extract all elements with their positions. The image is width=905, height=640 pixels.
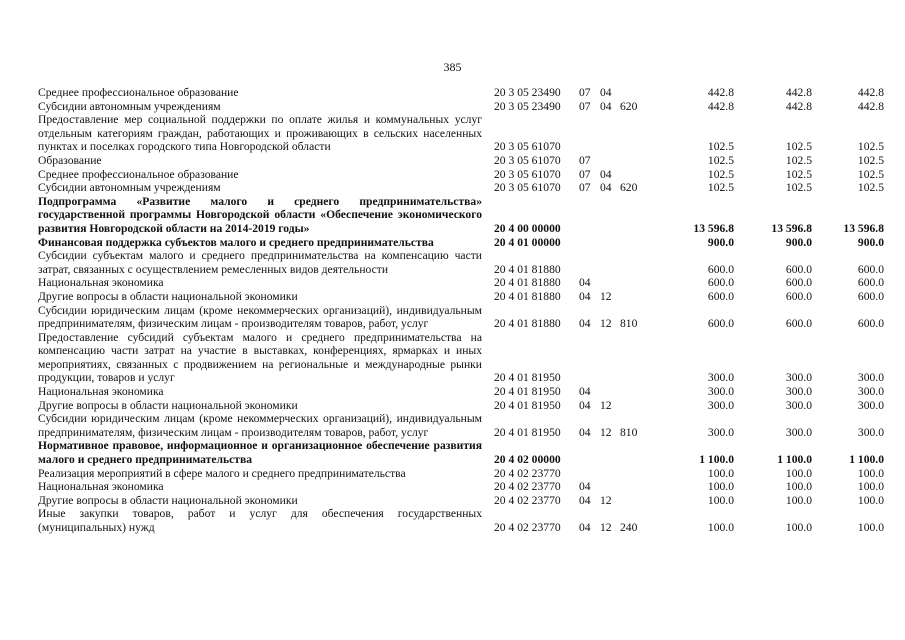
subsection-code — [600, 467, 620, 481]
table-row — [38, 467, 884, 481]
section-code: 04 — [579, 521, 591, 534]
expense-type-code — [620, 480, 656, 494]
amount-year-3: 300.0 — [857, 398, 884, 412]
subsection-code — [600, 331, 620, 385]
target-article-code: 20 4 01 81950 — [494, 398, 561, 412]
expense-type-code: 620 — [620, 181, 638, 195]
section-code — [579, 331, 600, 385]
table-body — [38, 86, 884, 535]
section-code — [579, 467, 600, 481]
expense-type-code — [620, 399, 656, 413]
table-row — [38, 195, 884, 236]
amount-year-2: 13 596.8 — [771, 221, 812, 235]
target-article-code: 20 3 05 61070 — [494, 181, 561, 195]
subsection-code — [600, 385, 620, 399]
row-name: Другие вопросы в области национальной экономики — [38, 289, 298, 303]
row-name: Национальная экономика — [38, 385, 164, 399]
amount-year-1: 100.0 — [707, 480, 734, 494]
amount-year-1: 100.0 — [707, 466, 734, 480]
amount-year-1: 600.0 — [707, 317, 734, 331]
amount-year-3: 442.8 — [857, 86, 884, 99]
section-code — [579, 249, 600, 276]
row-name: Субсидии автономным учреждениям — [38, 99, 221, 113]
amount-year-1: 600.0 — [707, 262, 734, 276]
subsection-code: 12 — [600, 317, 612, 331]
amount-year-2: 600.0 — [785, 289, 812, 303]
table-row — [38, 154, 884, 168]
section-code: 04 — [579, 289, 591, 303]
table-row — [38, 168, 884, 182]
target-article-code: 20 4 01 81880 — [494, 262, 561, 276]
expense-type-code — [620, 154, 656, 168]
target-article-code: 20 4 01 81950 — [494, 425, 561, 439]
amount-year-3: 102.5 — [857, 181, 884, 195]
table-row — [38, 331, 884, 385]
amount-year-3: 600.0 — [857, 289, 884, 303]
subsection-code — [600, 480, 620, 494]
section-code: 04 — [579, 425, 591, 439]
expense-type-code — [620, 290, 656, 304]
expense-type-code: 620 — [620, 99, 638, 113]
row-name: Среднее профессиональное образование — [38, 167, 239, 181]
table-row — [38, 480, 884, 494]
row-name: Субсидии юридическим лицам (кроме некоммерческих организаций), индивидуальным предпринимателям, физическим лицам - производителям товаров, работ, услуг — [38, 412, 482, 439]
row-name: Реализация мероприятий в сфере малого и среднего предпринимательства — [38, 466, 406, 480]
subsection-code: 04 — [600, 86, 612, 99]
table-row — [38, 494, 884, 508]
target-article-code: 20 4 02 23770 — [494, 466, 561, 480]
amount-year-1: 600.0 — [707, 276, 734, 290]
table-row — [38, 100, 884, 114]
subsection-code — [600, 439, 620, 466]
amount-year-2: 442.8 — [785, 86, 812, 99]
row-name: Среднее профессиональное образование — [38, 86, 239, 99]
section-code — [579, 113, 600, 154]
section-code: 07 — [579, 167, 591, 181]
row-name: Подпрограмма «Развитие малого и среднего предпринимательства» государственной программы Новгородской области «Обеспечение экономического развития Новгородской области на 2014-2019 годы» — [38, 194, 482, 235]
target-article-code: 20 4 02 23770 — [494, 480, 561, 494]
section-code: 04 — [579, 276, 591, 290]
expense-type-code — [620, 249, 656, 276]
subsection-code: 04 — [600, 181, 612, 195]
amount-year-3: 100.0 — [857, 521, 884, 534]
row-name: Другие вопросы в области национальной экономики — [38, 493, 298, 507]
expense-type-code: 240 — [620, 521, 638, 534]
amount-year-3: 100.0 — [857, 493, 884, 507]
amount-year-3: 600.0 — [857, 317, 884, 331]
row-name: Иные закупки товаров, работ и услуг для обеспечения государственных (муниципальных) нужд — [38, 507, 482, 534]
amount-year-1: 102.5 — [707, 140, 734, 154]
target-article-code: 20 4 01 81880 — [494, 276, 561, 290]
target-article-code: 20 3 05 23490 — [494, 86, 561, 99]
expense-type-code — [620, 494, 656, 508]
section-code — [579, 195, 600, 236]
amount-year-1: 900.0 — [707, 235, 734, 249]
target-article-code: 20 4 01 81880 — [494, 317, 561, 331]
section-code: 07 — [579, 86, 591, 99]
amount-year-2: 1 100.0 — [777, 453, 812, 467]
subsection-code — [600, 195, 620, 236]
section-code: 07 — [579, 153, 591, 167]
amount-year-3: 300.0 — [857, 425, 884, 439]
subsection-code: 12 — [600, 398, 612, 412]
amount-year-2: 300.0 — [785, 371, 812, 385]
target-article-code: 20 3 05 61070 — [494, 140, 561, 154]
expense-type-code — [620, 86, 656, 100]
amount-year-3: 102.5 — [857, 153, 884, 167]
target-article-code: 20 3 05 61070 — [494, 167, 561, 181]
subsection-code: 12 — [600, 425, 612, 439]
amount-year-3: 100.0 — [857, 480, 884, 494]
amount-year-3: 13 596.8 — [843, 221, 884, 235]
amount-year-1: 442.8 — [707, 86, 734, 99]
row-name: Национальная экономика — [38, 276, 164, 290]
amount-year-2: 100.0 — [785, 466, 812, 480]
table-row — [38, 86, 884, 100]
amount-year-2: 100.0 — [785, 521, 812, 534]
subsection-code — [600, 236, 620, 250]
row-name: Предоставление мер социальной поддержки по оплате жилья и коммунальных услуг отдельным категориям граждан, работающих и проживающих в сельских населенных пунктах и поселках городского типа Новгородской области — [38, 113, 482, 154]
amount-year-3: 442.8 — [857, 99, 884, 113]
expense-type-code — [620, 467, 656, 481]
expense-type-code — [620, 276, 656, 290]
amount-year-2: 600.0 — [785, 262, 812, 276]
section-code: 07 — [579, 99, 591, 113]
amount-year-2: 300.0 — [785, 425, 812, 439]
expense-type-code: 810 — [620, 317, 638, 331]
amount-year-1: 300.0 — [707, 385, 734, 399]
expense-type-code — [620, 331, 656, 385]
section-code: 07 — [579, 181, 591, 195]
target-article-code: 20 4 01 81950 — [494, 371, 561, 385]
subsection-code: 04 — [600, 99, 612, 113]
table-row — [38, 276, 884, 290]
amount-year-1: 442.8 — [707, 99, 734, 113]
amount-year-1: 102.5 — [707, 153, 734, 167]
row-name: Другие вопросы в области национальной экономики — [38, 398, 298, 412]
amount-year-1: 100.0 — [707, 521, 734, 534]
section-code — [579, 236, 600, 250]
amount-year-2: 100.0 — [785, 480, 812, 494]
amount-year-2: 102.5 — [785, 167, 812, 181]
row-name: Национальная экономика — [38, 480, 164, 494]
section-code: 04 — [579, 480, 591, 494]
table-row — [38, 412, 884, 439]
amount-year-2: 102.5 — [785, 181, 812, 195]
amount-year-1: 600.0 — [707, 289, 734, 303]
table-row — [38, 399, 884, 413]
table-row — [38, 439, 884, 466]
amount-year-1: 300.0 — [707, 371, 734, 385]
page-number: 385 — [443, 60, 462, 74]
subsection-code: 04 — [600, 167, 612, 181]
amount-year-1: 102.5 — [707, 181, 734, 195]
amount-year-1: 13 596.8 — [693, 221, 734, 235]
subsection-code — [600, 249, 620, 276]
target-article-code: 20 3 05 61070 — [494, 153, 561, 167]
expense-type-code — [620, 236, 656, 250]
amount-year-1: 300.0 — [707, 425, 734, 439]
section-code: 04 — [579, 493, 591, 507]
row-name: Образование — [38, 153, 102, 167]
subsection-code — [600, 113, 620, 154]
expense-type-code — [620, 195, 656, 236]
target-article-code: 20 3 05 23490 — [494, 99, 561, 113]
amount-year-2: 100.0 — [785, 493, 812, 507]
section-code: 04 — [579, 385, 591, 399]
table-row — [38, 113, 884, 154]
row-name: Предоставление субсидий субъектам малого и среднего предпринимательства на компенсацию части затрат на участие в выставках, конференциях, ярмарках и иных мероприятиях, связанных с продвижением на региональные и международные рынки продукции, товаров и услуг — [38, 330, 482, 385]
amount-year-1: 102.5 — [707, 167, 734, 181]
table-row — [38, 507, 884, 534]
row-name: Нормативное правовое, информационное и организационное обеспечение развития малого и среднего предпринимательства — [38, 439, 482, 467]
subsection-code: 12 — [600, 493, 612, 507]
row-name: Финансовая поддержка субъектов малого и среднего предпринимательства — [38, 235, 434, 249]
amount-year-3: 102.5 — [857, 167, 884, 181]
expense-type-code — [620, 385, 656, 399]
target-article-code: 20 4 01 00000 — [494, 235, 561, 249]
amount-year-2: 600.0 — [785, 317, 812, 331]
amount-year-2: 900.0 — [785, 235, 812, 249]
row-name: Субсидии субъектам малого и среднего предпринимательства на компенсацию части затрат, связанных с осуществлением ремесленных видов деятельности — [38, 249, 482, 276]
row-name: Субсидии юридическим лицам (кроме некоммерческих организаций), индивидуальным предпринимателям, физическим лицам - производителям товаров, работ, услуг — [38, 303, 482, 331]
amount-year-3: 100.0 — [857, 466, 884, 480]
amount-year-3: 300.0 — [857, 385, 884, 399]
amount-year-2: 300.0 — [785, 385, 812, 399]
table-row — [38, 236, 884, 250]
row-name: Субсидии автономным учреждениям — [38, 181, 221, 195]
amount-year-2: 442.8 — [785, 99, 812, 113]
subsection-code — [600, 276, 620, 290]
target-article-code: 20 4 00 00000 — [494, 221, 561, 235]
amount-year-2: 102.5 — [785, 140, 812, 154]
table-row — [38, 290, 884, 304]
amount-year-3: 1 100.0 — [849, 453, 884, 467]
amount-year-3: 600.0 — [857, 262, 884, 276]
table-row — [38, 304, 884, 331]
target-article-code: 20 4 02 23770 — [494, 521, 561, 534]
target-article-code: 20 4 02 23770 — [494, 493, 561, 507]
target-article-code: 20 4 02 00000 — [494, 453, 561, 467]
amount-year-2: 300.0 — [785, 398, 812, 412]
expense-type-code — [620, 168, 656, 182]
section-code: 04 — [579, 317, 591, 331]
target-article-code: 20 4 01 81950 — [494, 385, 561, 399]
subsection-code: 12 — [600, 521, 612, 534]
table-row — [38, 385, 884, 399]
budget-table — [38, 86, 884, 535]
amount-year-3: 900.0 — [857, 235, 884, 249]
expense-type-code: 810 — [620, 425, 638, 439]
amount-year-1: 1 100.0 — [699, 453, 734, 467]
subsection-code: 12 — [600, 289, 612, 303]
expense-type-code — [620, 113, 656, 154]
amount-year-1: 100.0 — [707, 493, 734, 507]
section-code — [579, 439, 600, 466]
section-code: 04 — [579, 398, 591, 412]
expense-type-code — [620, 439, 656, 466]
amount-year-2: 600.0 — [785, 276, 812, 290]
amount-year-3: 300.0 — [857, 371, 884, 385]
amount-year-3: 102.5 — [857, 140, 884, 154]
table-row — [38, 181, 884, 195]
table-row — [38, 249, 884, 276]
amount-year-2: 102.5 — [785, 153, 812, 167]
target-article-code: 20 4 01 81880 — [494, 289, 561, 303]
subsection-code — [600, 154, 620, 168]
amount-year-1: 300.0 — [707, 398, 734, 412]
amount-year-3: 600.0 — [857, 276, 884, 290]
